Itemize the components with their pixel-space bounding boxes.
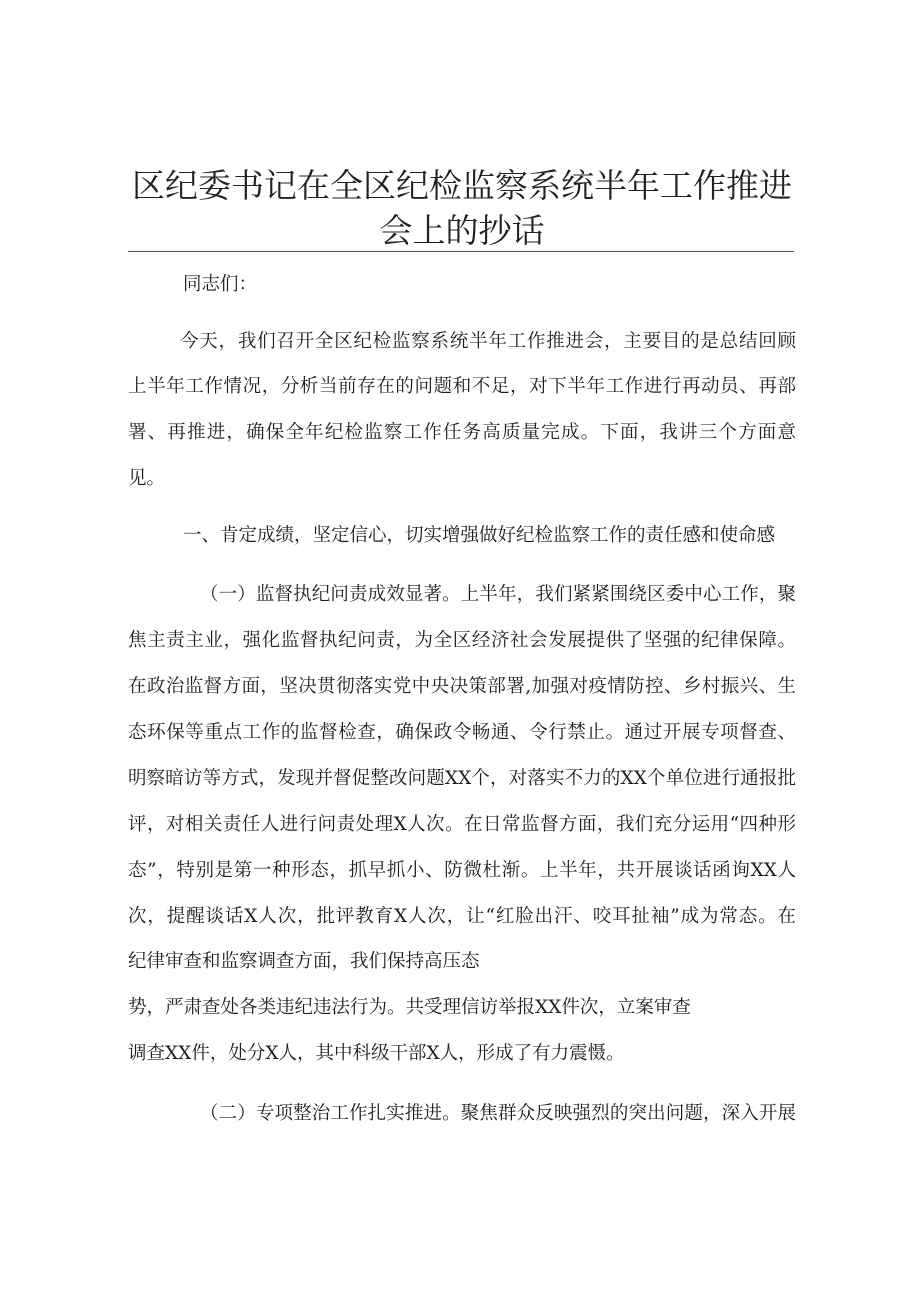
- title-line-1: 区纪委书记在全区纪检监察系统半年工作推进: [132, 166, 792, 205]
- title-divider: [128, 251, 794, 252]
- paragraph-line: 见。: [128, 468, 166, 489]
- salutation: 同志们：: [183, 274, 258, 295]
- paragraph-line: 在政治监督方面，坚决贯彻落实党中央决策部署,加强对疫情防控、乡村振兴、生: [128, 676, 796, 697]
- paragraph-line: 焦主责主业，强化监督执纪问责，为全区经济社会发展提供了坚强的纪律保障。: [128, 630, 796, 651]
- paragraph-line: 次，提醒谈话X人次，批评教育X人次，让“红脸出汗、咬耳扯袖”成为常态。在: [128, 906, 796, 927]
- section-heading: 一、肯定成绩，坚定信心，切实增强做好纪检监察工作的责任感和使命感: [183, 525, 776, 546]
- paragraph-line: 今天，我们召开全区纪检监察系统半年工作推进会，主要目的是总结回顾: [180, 331, 796, 352]
- paragraph-line: （二）专项整治工作扎实推进。聚焦群众反映强烈的突出问题，深入开展: [200, 1103, 796, 1124]
- paragraph-line: 明察暗访等方式，发现并督促整改问题XX个，对落实不力的XX个单位进行通报批: [128, 768, 796, 789]
- paragraph-line: 态环保等重点工作的监督检查，确保政令畅通、令行禁止。通过开展专项督查、: [128, 722, 796, 743]
- paragraph-line: 态”，特别是第一种形态，抓早抓小、防微杜渐。上半年，共开展谈话函询XX人: [128, 860, 796, 881]
- paragraph-line: （一）监督执纪问责成效显著。上半年，我们紧紧围绕区委中心工作，聚: [200, 584, 796, 605]
- paragraph-line: 纪律审查和监察调查方面，我们保持高压态: [128, 951, 480, 972]
- paragraph-line: 调查XX件，处分X人，其中科级干部X人，形成了有力震慑。: [128, 1043, 625, 1064]
- title-line-2: 会上的抄话: [379, 211, 545, 250]
- paragraph-line: 署、再推进，确保全年纪检监察工作任务高质量完成。下面，我讲三个方面意: [128, 422, 796, 443]
- paragraph-line: 上半年工作情况，分析当前存在的问题和不足，对下半年工作进行再动员、再部: [128, 376, 796, 397]
- paragraph-line: 势，严肃查处各类违纪违法行为。共受理信访举报XX件次，立案审查: [128, 997, 691, 1018]
- paragraph-line: 评，对相关责任人进行问责处理X人次。在日常监督方面，我们充分运用“四种形: [128, 814, 796, 835]
